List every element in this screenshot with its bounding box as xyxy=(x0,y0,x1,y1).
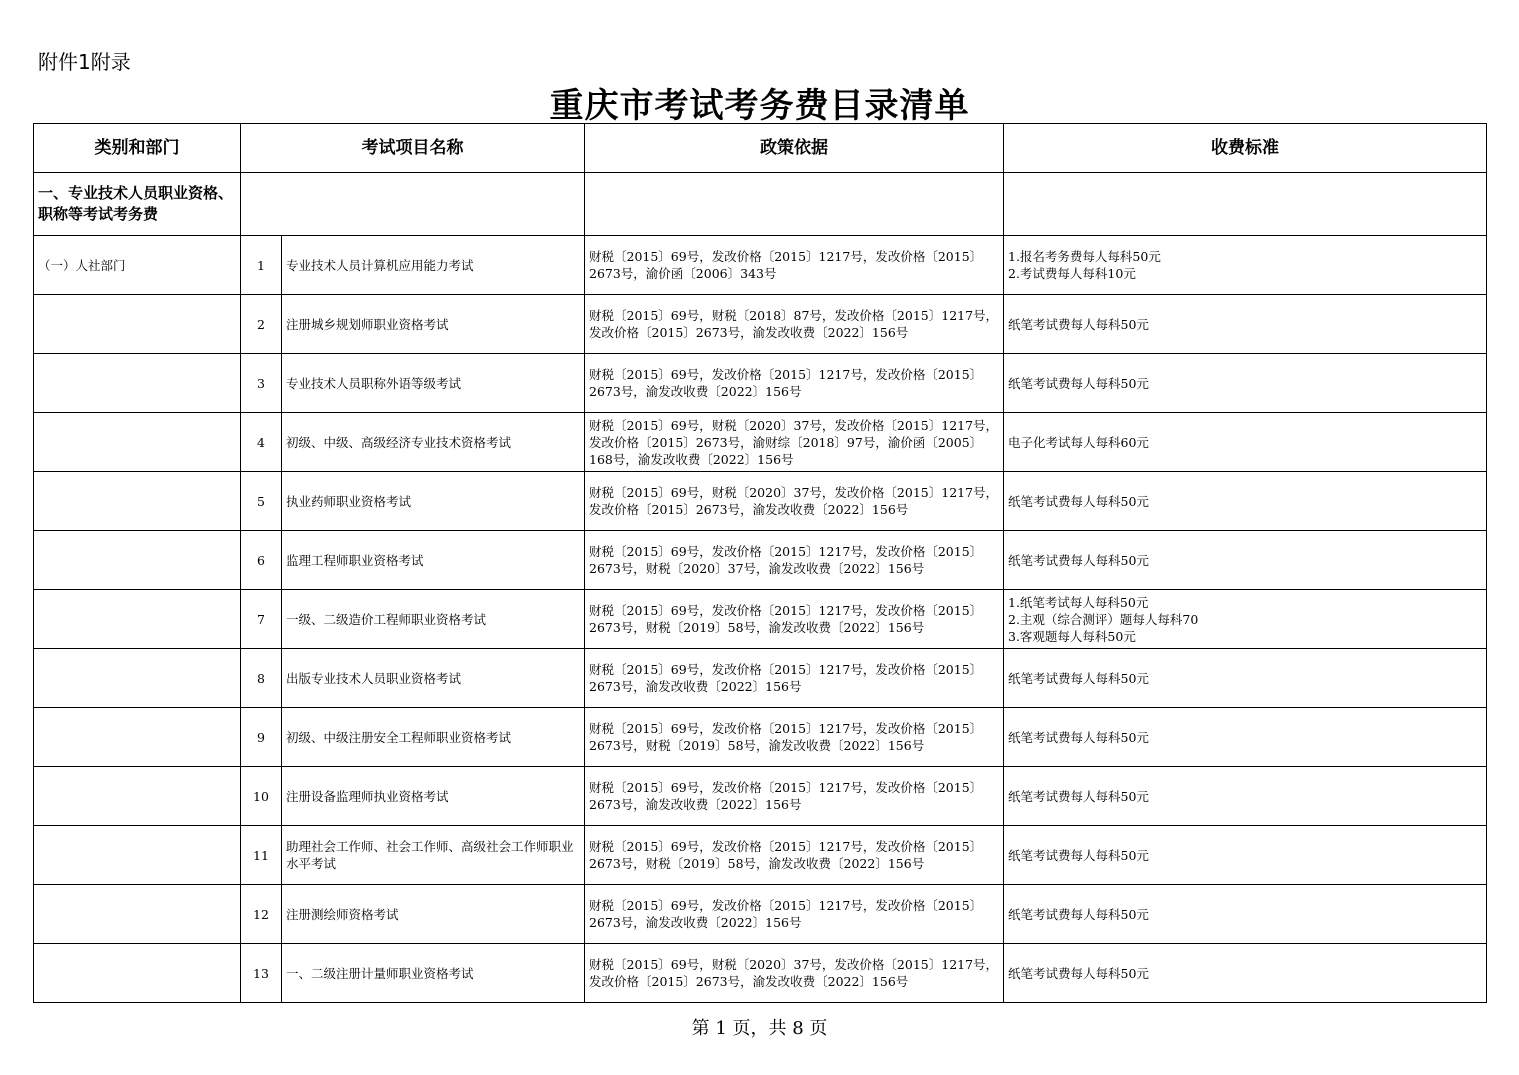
table-row xyxy=(34,236,1487,295)
row-number: 7 xyxy=(241,590,282,649)
policy-basis: 财税〔2015〕69号，发改价格〔2015〕1217号，发改价格〔2015〕2673号，渝价函〔2006〕343号 xyxy=(585,236,1004,295)
fee-standard xyxy=(1004,295,1487,354)
table-row xyxy=(34,531,1487,590)
section-label: 一、专业技术人员职业资格、职称等考试考务费 xyxy=(34,173,241,236)
row-number: 1 xyxy=(241,236,282,295)
dept-cell xyxy=(34,590,241,649)
exam-name: 一、二级注册计量师职业资格考试 xyxy=(282,944,585,1003)
row-number: 5 xyxy=(241,472,282,531)
fee-standard xyxy=(1004,944,1487,1003)
fee-line: 纸笔考试费每人每科50元 xyxy=(1008,729,1149,745)
policy-basis: 财税〔2015〕69号，发改价格〔2015〕1217号，发改价格〔2015〕2673号，财税〔2020〕37号，渝发改收费〔2022〕156号 xyxy=(585,531,1004,590)
header-policy: 政策依据 xyxy=(585,124,1004,173)
fee-line: 2.考试费每人每科10元 xyxy=(1008,266,1136,281)
exam-name: 执业药师职业资格考试 xyxy=(282,472,585,531)
fee-standard xyxy=(1004,472,1487,531)
table-row xyxy=(34,885,1487,944)
page-footer: 第 1 页，共 8 页 xyxy=(691,1018,828,1039)
fee-standard xyxy=(1004,236,1487,295)
exam-name: 初级、中级注册安全工程师职业资格考试 xyxy=(282,708,585,767)
policy-basis: 财税〔2015〕69号，发改价格〔2015〕1217号，发改价格〔2015〕2673号，渝发改收费〔2022〕156号 xyxy=(585,767,1004,826)
table-row xyxy=(34,472,1487,531)
exam-name: 初级、中级、高级经济专业技术资格考试 xyxy=(282,413,585,472)
row-number: 6 xyxy=(241,531,282,590)
exam-name: 专业技术人员职称外语等级考试 xyxy=(282,354,585,413)
table-row xyxy=(34,295,1487,354)
exam-name: 助理社会工作师、社会工作师、高级社会工作师职业水平考试 xyxy=(282,826,585,885)
fee-table xyxy=(33,123,1487,1003)
row-number: 12 xyxy=(241,885,282,944)
row-number: 11 xyxy=(241,826,282,885)
dept-cell xyxy=(34,944,241,1003)
dept-cell xyxy=(34,354,241,413)
exam-name: 一级、二级造价工程师职业资格考试 xyxy=(282,590,585,649)
dept-cell xyxy=(34,767,241,826)
section-empty-cell xyxy=(1004,173,1487,236)
exam-name: 注册城乡规划师职业资格考试 xyxy=(282,295,585,354)
fee-line: 纸笔考试费每人每科50元 xyxy=(1008,375,1149,391)
fee-line: 纸笔考试费每人每科50元 xyxy=(1008,316,1149,332)
table-row xyxy=(34,826,1487,885)
row-number: 10 xyxy=(241,767,282,826)
header-fee: 收费标准 xyxy=(1004,124,1487,173)
policy-basis: 财税〔2015〕69号，发改价格〔2015〕1217号，发改价格〔2015〕2673号，渝发改收费〔2022〕156号 xyxy=(585,354,1004,413)
fee-line: 纸笔考试费每人每科50元 xyxy=(1008,965,1149,981)
dept-cell xyxy=(34,885,241,944)
fee-standard xyxy=(1004,826,1487,885)
fee-standard xyxy=(1004,767,1487,826)
fee-standard xyxy=(1004,413,1487,472)
fee-line: 1.报名考务费每人每科50元 xyxy=(1008,249,1161,264)
policy-basis: 财税〔2015〕69号，发改价格〔2015〕1217号，发改价格〔2015〕2673号，财税〔2019〕58号，渝发改收费〔2022〕156号 xyxy=(585,708,1004,767)
dept-cell xyxy=(34,531,241,590)
fee-line: 纸笔考试费每人每科50元 xyxy=(1008,493,1149,509)
fee-standard xyxy=(1004,354,1487,413)
fee-standard xyxy=(1004,885,1487,944)
section-row xyxy=(34,173,1487,236)
header-exam-name: 考试项目名称 xyxy=(241,124,585,173)
policy-basis: 财税〔2015〕69号，发改价格〔2015〕1217号，发改价格〔2015〕2673号，渝发改收费〔2022〕156号 xyxy=(585,885,1004,944)
header-category: 类别和部门 xyxy=(34,124,241,173)
exam-name: 专业技术人员计算机应用能力考试 xyxy=(282,236,585,295)
fee-line: 3.客观题每人每科50元 xyxy=(1008,628,1136,644)
attachment-label: 附件1附录 xyxy=(38,50,131,74)
page-title: 重庆市考试考务费目录清单 xyxy=(549,86,970,126)
exam-name: 注册测绘师资格考试 xyxy=(282,885,585,944)
fee-line: 1.纸笔考试每人每科50元 xyxy=(1008,594,1149,610)
section-empty-cell xyxy=(585,173,1004,236)
policy-basis: 财税〔2015〕69号，发改价格〔2015〕1217号，发改价格〔2015〕2673号，渝发改收费〔2022〕156号 xyxy=(585,649,1004,708)
row-number: 8 xyxy=(241,649,282,708)
exam-name: 注册设备监理师执业资格考试 xyxy=(282,767,585,826)
exam-name: 出版专业技术人员职业资格考试 xyxy=(282,649,585,708)
exam-name: 监理工程师职业资格考试 xyxy=(282,531,585,590)
fee-line: 纸笔考试费每人每科50元 xyxy=(1008,788,1149,804)
fee-standard xyxy=(1004,590,1487,649)
fee-line: 电子化考试每人每科60元 xyxy=(1008,434,1149,450)
policy-basis: 财税〔2015〕69号，财税〔2020〕37号，发改价格〔2015〕1217号，发改价格〔2015〕2673号，渝财综〔2018〕97号，渝价函〔2005〕168号，渝发改收费〔2022〕156号 xyxy=(585,413,1004,472)
table-row xyxy=(34,767,1487,826)
table-row xyxy=(34,649,1487,708)
table-row xyxy=(34,944,1487,1003)
table-row xyxy=(34,590,1487,649)
dept-cell xyxy=(34,295,241,354)
policy-basis: 财税〔2015〕69号，发改价格〔2015〕1217号，发改价格〔2015〕2673号，财税〔2019〕58号，渝发改收费〔2022〕156号 xyxy=(585,590,1004,649)
table-header-row xyxy=(34,124,1487,173)
dept-cell xyxy=(34,826,241,885)
table-row xyxy=(34,708,1487,767)
fee-standard xyxy=(1004,531,1487,590)
policy-basis: 财税〔2015〕69号，财税〔2020〕37号，发改价格〔2015〕1217号，发改价格〔2015〕2673号，渝发改收费〔2022〕156号 xyxy=(585,944,1004,1003)
row-number: 4 xyxy=(241,413,282,472)
dept-cell xyxy=(34,708,241,767)
row-number: 3 xyxy=(241,354,282,413)
row-number: 2 xyxy=(241,295,282,354)
fee-standard xyxy=(1004,708,1487,767)
row-number: 13 xyxy=(241,944,282,1003)
fee-line: 纸笔考试费每人每科50元 xyxy=(1008,670,1149,686)
fee-line: 纸笔考试费每人每科50元 xyxy=(1008,847,1149,863)
row-number: 9 xyxy=(241,708,282,767)
dept-cell: （一）人社部门 xyxy=(34,236,241,295)
section-empty-cell xyxy=(241,173,585,236)
table-row xyxy=(34,413,1487,472)
dept-cell xyxy=(34,413,241,472)
fee-line: 纸笔考试费每人每科50元 xyxy=(1008,906,1149,922)
fee-standard xyxy=(1004,649,1487,708)
fee-line: 2.主观（综合测评）题每人每科70 xyxy=(1008,611,1199,627)
policy-basis: 财税〔2015〕69号，财税〔2020〕37号，发改价格〔2015〕1217号，发改价格〔2015〕2673号，渝发改收费〔2022〕156号 xyxy=(585,472,1004,531)
table-row xyxy=(34,354,1487,413)
policy-basis: 财税〔2015〕69号，发改价格〔2015〕1217号，发改价格〔2015〕2673号，财税〔2019〕58号，渝发改收费〔2022〕156号 xyxy=(585,826,1004,885)
policy-basis: 财税〔2015〕69号，财税〔2018〕87号，发改价格〔2015〕1217号，发改价格〔2015〕2673号，渝发改收费〔2022〕156号 xyxy=(585,295,1004,354)
dept-cell xyxy=(34,649,241,708)
dept-cell xyxy=(34,472,241,531)
fee-line: 纸笔考试费每人每科50元 xyxy=(1008,552,1149,568)
